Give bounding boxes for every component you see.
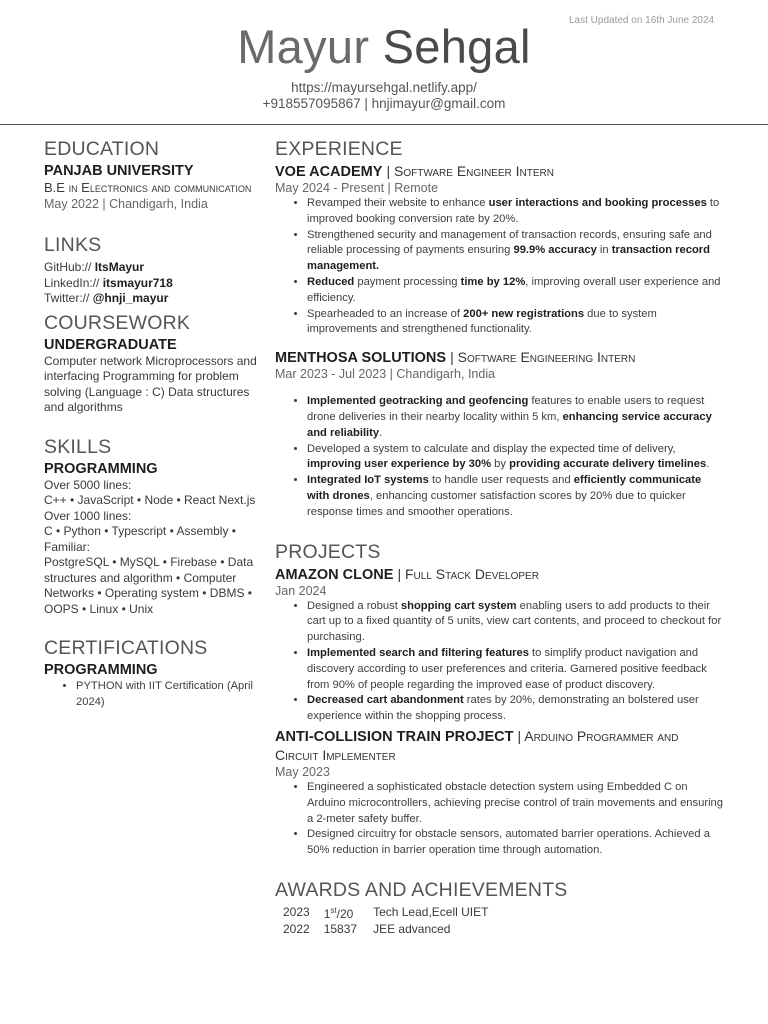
link-twitter[interactable] xyxy=(44,291,272,307)
award-text: JEE advanced xyxy=(373,922,451,937)
bullet-item: • Designed circuitry for obstacle sensors, automated barrier operations. Achieved a 50% reduction in barrier operation time through automation. xyxy=(307,827,725,859)
degree: B.E in Electronics and communication xyxy=(44,180,252,195)
project-role: | Full Stack Developer xyxy=(397,565,539,582)
award-rank: 1st/20 xyxy=(323,905,354,921)
education-date-place: May 2022 | Chandigarh, India xyxy=(44,197,208,211)
certifications-title: CERTIFICATIONS xyxy=(44,637,208,659)
job-org: MENTHOSA SOLUTIONS xyxy=(275,350,447,367)
skills-line: Over 1000 lines: xyxy=(44,508,132,523)
certifications-heading: PROGRAMMING xyxy=(44,662,158,678)
coursework-title: COURSEWORK xyxy=(44,311,191,334)
job-meta: May 2024 - Present | Remote xyxy=(275,181,439,195)
projects-title: PROJECTS xyxy=(275,540,381,563)
bullet-item: • Reduced payment processing time by 12%, improving overall user experience and efficiency. xyxy=(307,275,725,307)
award-rank: 15837 xyxy=(323,922,358,937)
project-header xyxy=(275,727,725,765)
phone-email[interactable]: +918557095867 | hnjimayur@gmail.com xyxy=(262,96,506,111)
job-role: | Software Engineer Intern xyxy=(386,163,554,179)
skills-title: SKILLS xyxy=(44,435,112,458)
link-value[interactable]: ItsMayur xyxy=(94,260,145,274)
experience-title: EXPERIENCE xyxy=(275,138,403,160)
job-bullets xyxy=(275,196,725,338)
skills-heading: PROGRAMMING xyxy=(44,460,158,477)
project-role: | Arduino Programmer and Circuit Implementer xyxy=(275,727,679,763)
awards-table xyxy=(283,903,498,938)
left-column xyxy=(44,136,272,711)
job-header xyxy=(275,162,725,181)
bullet-item: • Developed a system to calculate and display the expected time of delivery, improving user experience by 30% by providing accurate delivery timelines. xyxy=(307,442,725,474)
skills-line: C • Python • Typescript • Assembly • xyxy=(44,524,236,538)
school-name: PANJAB UNIVERSITY xyxy=(44,163,194,179)
award-row xyxy=(283,903,498,923)
job-org: VOE ACADEMY xyxy=(275,164,383,180)
header-divider xyxy=(0,124,768,125)
project-name: ANTI-COLLISION TRAIN PROJECT xyxy=(275,728,514,745)
job-meta: Mar 2023 - Jul 2023 | Chandigarh, India xyxy=(275,367,496,382)
coursework-heading: UNDERGRADUATE xyxy=(44,336,177,353)
coursework-text: Computer network Microprocessors and interfacing Programming for problem solving (Language : C) Data structures and algorithms xyxy=(44,353,257,414)
bullet-item: • Engineered a sophisticated obstacle detection system using Embedded C on Arduino microcontrollers, achieving precise control of train movements and ensuring a 2-meter safety buffer. xyxy=(307,780,725,827)
bullet-item: • Decreased cart abandonment rates by 20%, demonstrating an bolstered user experience within the shopping process. xyxy=(307,693,725,725)
certifications-list xyxy=(44,679,272,711)
award-row xyxy=(283,922,498,938)
project-bullets xyxy=(275,599,725,725)
first-name: Mayur xyxy=(237,20,370,73)
skills-line: PostgreSQL • MySQL • Firebase • Data structures and algorithm • Computer Networks • Operating system • DBMS • OOPS • Linux • Unix xyxy=(44,555,254,616)
website-link[interactable]: https://mayursehgal.netlify.app/ xyxy=(291,80,477,95)
job-role: | Software Engineering Intern xyxy=(450,349,636,366)
bullet-item: • Implemented search and filtering features to simplify product navigation and discovery according to user preferences and criteria. Garnered positive feedback from 90% of people regarding the improved ease of product discovery. xyxy=(307,646,725,693)
bullet-item: • Implemented geotracking and geofencing features to enable users to request drone deliveries in their nearby locality within 5 km, enhancing service accuracy and reliability. xyxy=(307,394,725,441)
last-name: Sehgal xyxy=(382,20,531,73)
education-title: EDUCATION xyxy=(44,138,160,160)
link-label: Twitter:// xyxy=(44,291,90,305)
bullet-item: • Designed a robust shopping cart system enabling users to add products to their cart up to a fixed quantity of 5 units, view cart contents, and proceed to checkout for purchasing. xyxy=(307,599,725,646)
right-column xyxy=(275,136,725,938)
award-year: 2022 xyxy=(283,922,310,937)
bullet-item: • Integrated IoT systems to handle user requests and efficiently communicate with drones, enhancing customer satisfaction scores by 20% due to quicker response times and smoother operations. xyxy=(307,473,725,520)
skills-line: Familiar: xyxy=(44,539,91,554)
link-label: GitHub:// xyxy=(44,260,92,274)
skills-line: Over 5000 lines: xyxy=(44,477,132,492)
link-github[interactable] xyxy=(44,260,272,276)
last-updated: Last Updated on 16th June 2024 xyxy=(569,15,715,26)
bullet-item: • Revamped their website to enhance user interactions and booking processes to improved booking conversion rate by 20%. xyxy=(307,196,725,228)
skills-line: C++ • JavaScript • Node • React Next.js xyxy=(44,493,256,507)
resume-name xyxy=(0,18,768,76)
link-value[interactable]: itsmayur718 xyxy=(102,275,173,290)
certification-item: • PYTHON with IIT Certification (April 2024) xyxy=(76,679,272,711)
job-bullets xyxy=(275,394,725,520)
bullet-item: • Strengthened security and management of transaction records, ensuring safe and reliable processing of payments ensuring 99.9% accuracy in transaction record management. xyxy=(307,228,725,275)
awards-title: AWARDS AND ACHIEVEMENTS xyxy=(275,878,568,901)
project-date: May 2023 xyxy=(275,764,330,779)
project-header xyxy=(275,565,725,584)
project-name: AMAZON CLONE xyxy=(275,566,394,583)
award-text: Tech Lead,Ecell UIET xyxy=(373,904,489,919)
project-date: Jan 2024 xyxy=(275,583,327,598)
project-bullets xyxy=(275,780,725,859)
links-title: LINKS xyxy=(44,234,102,256)
award-year: 2023 xyxy=(283,904,310,919)
link-linkedin[interactable] xyxy=(44,276,272,292)
link-value[interactable]: @hnji_mayur xyxy=(92,291,169,305)
link-label: LinkedIn:// xyxy=(44,275,100,290)
job-header xyxy=(275,348,725,367)
bullet-item: • Spearheaded to an increase of 200+ new registrations due to system improvements and strengthened functionality. xyxy=(307,307,725,339)
